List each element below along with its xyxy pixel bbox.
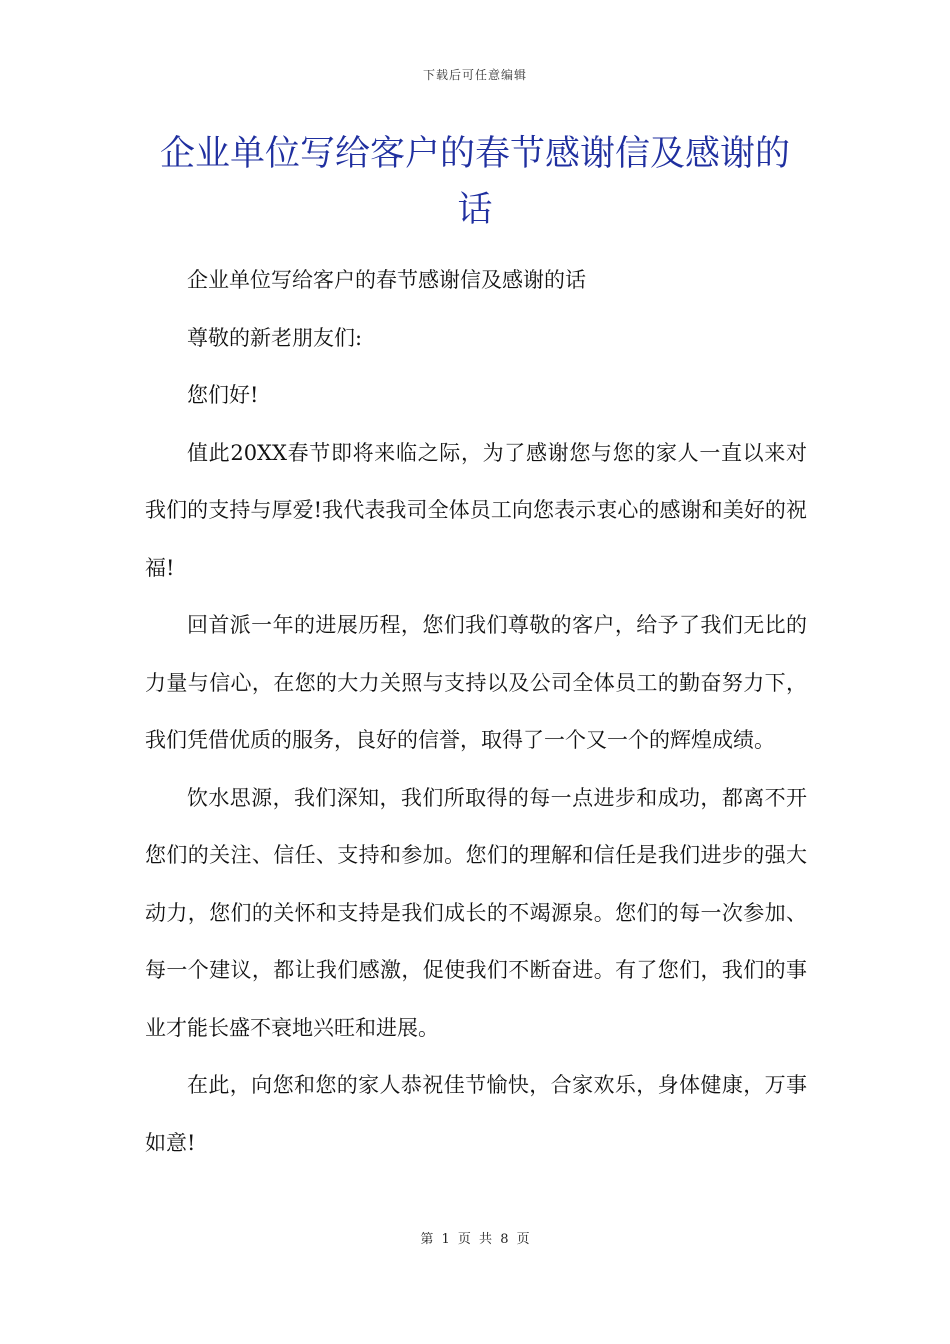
paragraph-body: 回首派一年的进展历程，您们我们尊敬的客户，给予了我们无比的力量与信心，在您的大力关照与支持以及公司全体员工的勤奋努力下，我们凭借优质的服务，良好的信誉，取得了一个又一个的辉煌成绩。 <box>145 613 807 752</box>
page-indicator: 第 1 页 共 8 页 <box>420 1232 530 1247</box>
paragraph-subtitle: 企业单位写给客户的春节感谢信及感谢的话 <box>187 268 586 292</box>
document-body <box>145 252 807 1172</box>
paragraph-closing: 在此，向您和您的家人恭祝佳节愉快，合家欢乐，身体健康，万事如意! <box>145 1073 807 1155</box>
paragraph-greeting: 您们好! <box>187 383 259 407</box>
paragraph-salutation: 尊敬的新老朋友们: <box>187 325 363 350</box>
header-note: 下载后可任意编辑 <box>422 68 527 82</box>
paragraph-body: 值此20XX春节即将来临之际，为了感谢您与您的家人一直以来对我们的支持与厚爱!我代表我司全体员工向您表示衷心的感谢和美好的祝福! <box>145 440 807 580</box>
document-title: 企业单位写给客户的春节感谢信及感谢的话 <box>159 134 790 230</box>
paragraph-body: 饮水思源，我们深知，我们所取得的每一点进步和成功，都离不开您们的关注、信任、支持和参加。您们的理解和信任是我们进步的强大动力，您们的关怀和支持是我们成长的不竭源泉。您们的每一次参加、每一个建议，都让我们感激，促使我们不断奋进。有了您们，我们的事业才能长盛不衰地兴旺和进展。 <box>145 785 807 1040</box>
